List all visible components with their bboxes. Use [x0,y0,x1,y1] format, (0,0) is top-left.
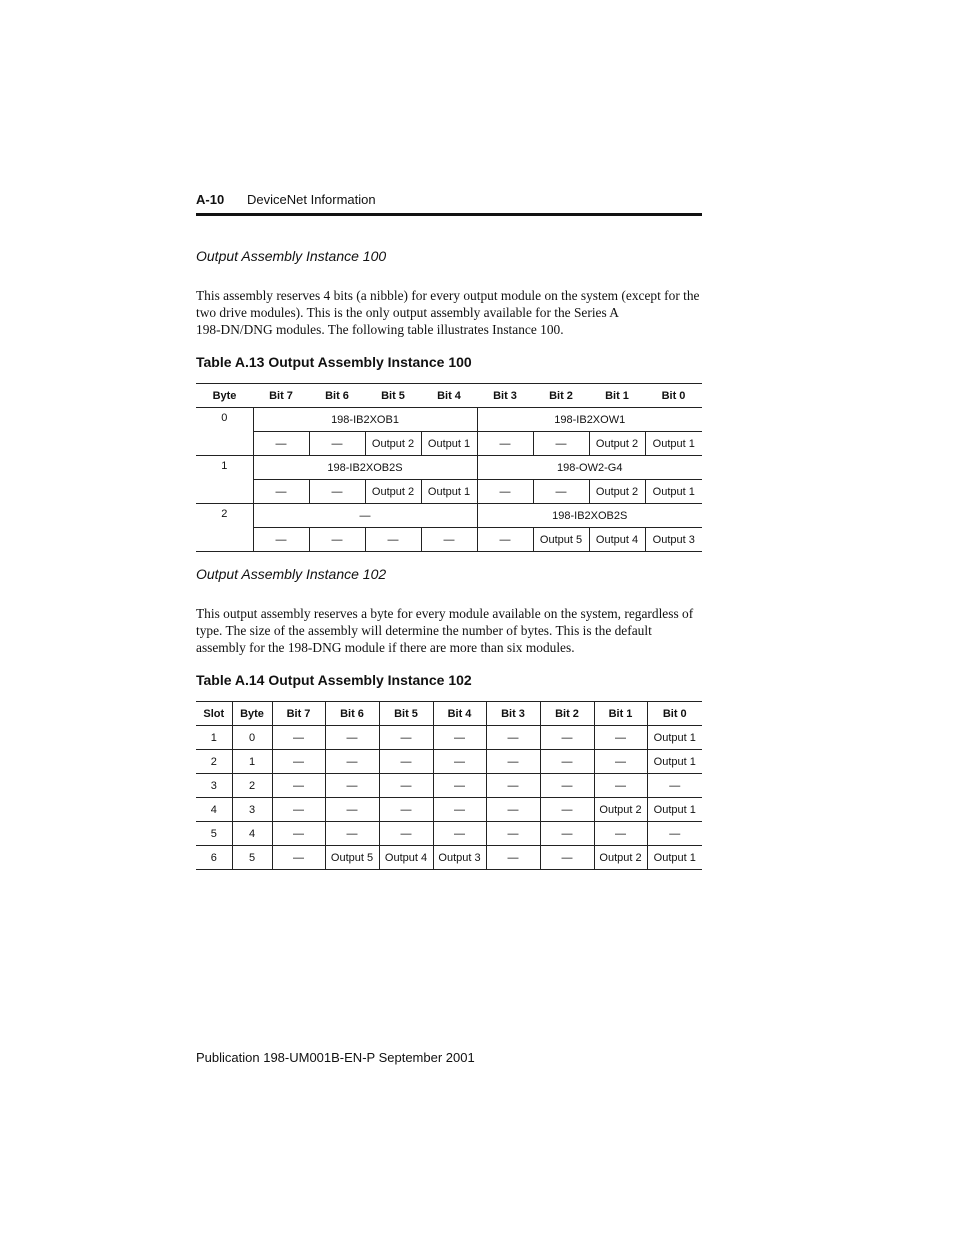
bit-cell: — [433,726,486,750]
byte-cell: 3 [232,798,272,822]
bit-cell: — [540,846,594,870]
byte-cell: 2 [232,774,272,798]
bit-cell: — [486,750,540,774]
bit-cell: — [594,750,647,774]
column-header: Bit 1 [594,702,647,726]
bit-cell: — [253,480,309,504]
bit-cell: Output 1 [421,432,477,456]
paragraph-line: type. The size of the assembly will determine the number of bytes. This is the default [196,623,652,638]
module-cell: 198-IB2XOB2S [477,504,702,528]
paragraph-line: 198-DN/DNG modules. The following table illustrates Instance 100. [196,322,564,337]
column-header: Bit 0 [647,702,702,726]
bit-cell: — [433,750,486,774]
table-title-a14: Table A.14 Output Assembly Instance 102 [196,672,472,688]
table-row [196,480,702,504]
bit-cell: Output 1 [421,480,477,504]
bit-cell: — [433,822,486,846]
byte-cell: 1 [196,456,253,504]
slot-cell: 6 [196,846,232,870]
bit-cell: Output 1 [647,750,702,774]
bit-cell: — [272,846,325,870]
byte-cell: 0 [232,726,272,750]
bit-cell: — [486,774,540,798]
bit-cell: — [594,822,647,846]
bit-cell: Output 2 [589,432,645,456]
bit-cell: — [647,822,702,846]
table-header-row [196,702,702,726]
slot-cell: 2 [196,750,232,774]
bit-cell: — [379,798,433,822]
bit-cell: — [594,774,647,798]
paragraph-line: This assembly reserves 4 bits (a nibble) for every output module on the system (except for the [196,288,700,303]
bit-cell: Output 1 [647,798,702,822]
bit-cell: Output 2 [365,432,421,456]
bit-cell: Output 2 [365,480,421,504]
bit-cell: — [486,798,540,822]
slot-cell: 5 [196,822,232,846]
bit-cell: — [325,774,379,798]
bit-cell: — [433,798,486,822]
byte-cell: 5 [232,846,272,870]
bit-cell: Output 2 [589,480,645,504]
bit-cell: — [253,432,309,456]
bit-cell: Output 1 [647,846,702,870]
bit-cell: Output 2 [594,798,647,822]
module-cell: 198-OW2-G4 [477,456,702,480]
module-cell: — [253,504,477,528]
table-row [196,750,702,774]
slot-cell: 1 [196,726,232,750]
column-header: Bit 6 [309,384,365,408]
table-row [196,432,702,456]
bit-cell: — [272,798,325,822]
column-header: Bit 7 [272,702,325,726]
bit-cell: Output 5 [533,528,589,552]
bit-cell: — [272,726,325,750]
bit-cell: — [325,750,379,774]
column-header: Byte [196,384,253,408]
table-row [196,822,702,846]
bit-cell: — [533,432,589,456]
page-number: A-10 [196,192,225,207]
bit-cell: — [540,750,594,774]
column-header: Bit 4 [433,702,486,726]
section-paragraph-instance-102 [196,605,706,656]
byte-cell: 0 [196,408,253,456]
bit-cell: — [477,528,533,552]
column-header: Bit 2 [533,384,589,408]
bit-cell: Output 1 [645,432,702,456]
slot-cell: 3 [196,774,232,798]
bit-cell: Output 2 [594,846,647,870]
bit-cell: Output 1 [645,480,702,504]
table-a14 [196,701,702,870]
byte-cell: 2 [196,504,253,552]
bit-cell: — [540,726,594,750]
table-row [196,456,702,480]
table-row [196,504,702,528]
column-header: Bit 7 [253,384,309,408]
table-row [196,408,702,432]
paragraph-line: assembly for the 198-DNG module if there are more than six modules. [196,640,575,655]
bit-cell: Output 4 [589,528,645,552]
bit-cell: — [272,822,325,846]
column-header: Bit 1 [589,384,645,408]
bit-cell: — [486,726,540,750]
bit-cell: — [477,480,533,504]
column-header: Slot [196,702,232,726]
byte-cell: 1 [232,750,272,774]
bit-cell: — [486,822,540,846]
bit-cell: Output 3 [645,528,702,552]
section-paragraph-instance-100 [196,287,706,338]
bit-cell: — [309,528,365,552]
column-header: Bit 3 [486,702,540,726]
bit-cell: Output 3 [433,846,486,870]
bit-cell: — [533,480,589,504]
column-header: Bit 2 [540,702,594,726]
module-cell: 198-IB2XOB1 [253,408,477,432]
bit-cell: Output 1 [647,726,702,750]
table-title-a13: Table A.13 Output Assembly Instance 100 [196,354,472,370]
bit-cell: — [540,774,594,798]
table-row [196,798,702,822]
column-header: Bit 5 [365,384,421,408]
bit-cell: — [309,480,365,504]
bit-cell: — [477,432,533,456]
column-header: Bit 3 [477,384,533,408]
module-cell: 198-IB2XOW1 [477,408,702,432]
slot-cell: 4 [196,798,232,822]
section-title-instance-100: Output Assembly Instance 100 [196,248,387,264]
bit-cell: — [540,798,594,822]
column-header: Bit 5 [379,702,433,726]
bit-cell: — [379,726,433,750]
bit-cell: — [272,774,325,798]
paragraph-line: This output assembly reserves a byte for every module available on the system, regardless of [196,606,694,621]
table-row [196,774,702,798]
section-title-instance-102: Output Assembly Instance 102 [196,566,387,582]
bit-cell: Output 4 [379,846,433,870]
byte-cell: 4 [232,822,272,846]
bit-cell: — [365,528,421,552]
table-row [196,726,702,750]
table-header-row [196,384,702,408]
table-a13 [196,383,702,552]
paragraph-line: two drive modules). This is the only output assembly available for the Series A [196,305,619,320]
bit-cell: — [272,750,325,774]
bit-cell: — [433,774,486,798]
bit-cell: — [379,822,433,846]
publication-footer: Publication 198-UM001B-EN-P September 2001 [196,1050,475,1065]
bit-cell: — [594,726,647,750]
bit-cell: — [647,774,702,798]
bit-cell: Output 5 [325,846,379,870]
column-header: Byte [232,702,272,726]
bit-cell: — [540,822,594,846]
table-row [196,846,702,870]
column-header: Bit 4 [421,384,477,408]
bit-cell: — [379,750,433,774]
bit-cell: — [325,798,379,822]
column-header: Bit 6 [325,702,379,726]
bit-cell: — [325,822,379,846]
column-header: Bit 0 [645,384,702,408]
bit-cell: — [309,432,365,456]
bit-cell: — [325,726,379,750]
header-rule [196,213,702,216]
bit-cell: — [421,528,477,552]
module-cell: 198-IB2XOB2S [253,456,477,480]
chapter-title: DeviceNet Information [247,192,376,207]
bit-cell: — [253,528,309,552]
bit-cell: — [486,846,540,870]
table-row [196,528,702,552]
bit-cell: — [379,774,433,798]
table-a14-body [196,726,702,870]
